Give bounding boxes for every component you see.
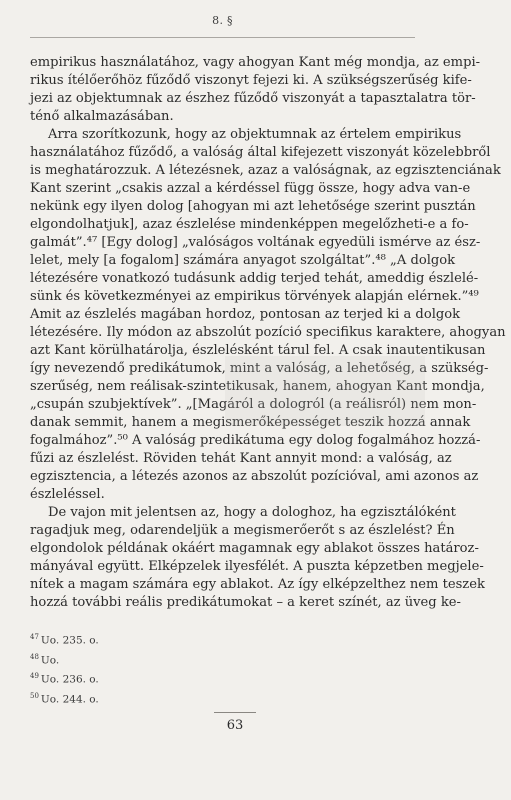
text-line: létezésére vonatkozó tudásunk addig terjed tehát, ameddig észlelé- xyxy=(30,271,479,286)
text-line: hozzá további reális predikátumokat – a keret színét, az üveg ke- xyxy=(30,595,461,610)
text-line: Kant szerint „csakis azzal a kérdéssel függ össze, hogy adva van-e xyxy=(30,181,471,196)
text-line: „csupán szubjektívek”. „[Magáról a dologról (a reálisról) nem mon- xyxy=(30,397,477,412)
running-header xyxy=(30,14,415,44)
text-line: mányával együtt. Elképzelek ilyesfélét. A puszta képzetben megjele- xyxy=(30,559,484,574)
text-line: jezi az objektumnak az észhez fűződő viszonyát a tapasztalatra tör- xyxy=(30,91,476,106)
text-line: De vajon mit jelentsen az, hogy a dologhoz, ha egzisztálóként xyxy=(48,505,456,520)
body-text xyxy=(30,54,506,612)
text-line: észleléssel. xyxy=(30,487,105,502)
text-line: azt Kant körülhatárolja, észlelésként tárul fel. A csak inautentikusan xyxy=(30,343,486,358)
footnote-number: 50 xyxy=(30,691,39,700)
text-line: sünk és következményei az empirikus törvények alapján elérnek.”⁴⁹ xyxy=(30,289,479,304)
footnote-50 xyxy=(30,688,330,708)
text-line: fűzi az észlelést. Röviden tehát Kant annyit mond: a valóság, az xyxy=(30,451,452,466)
text-line: elgondolhatjuk], azaz észlelése mindenképpen megelőzheti-e a fo- xyxy=(30,217,469,232)
footnote-text: Uo. xyxy=(40,654,60,666)
footnotes xyxy=(30,629,330,707)
text-line: így nevezendő predikátumok, mint a valóság, a lehetőség, a szükség- xyxy=(30,361,489,376)
footnote-number: 49 xyxy=(30,672,39,680)
text-line: ragadjuk meg, odarendeljük a megismerőerőt s az észlelést? Én xyxy=(30,523,455,538)
text-line: is meghatározzuk. A létezésnek, azaz a valóságnak, az egzisztenciának xyxy=(30,163,501,178)
footnote-text: Uo. 236. o. xyxy=(40,673,99,686)
text-line: empirikus használatához, vagy ahogyan Kant még mondja, az empi- xyxy=(30,55,481,70)
footnote-number: 48 xyxy=(30,652,39,661)
text-line: galmát”.⁴⁷ [Egy dolog] „valóságos voltának egyedüli ismérve az ész- xyxy=(30,235,481,250)
text-line: Arra szorítkozunk, hogy az objektumnak az értelem empirikus xyxy=(48,127,462,142)
footnote-number: 47 xyxy=(30,633,39,641)
text-line: nekünk egy ilyen dolog [ahogyan mi azt lehetősége szerint pusztán xyxy=(30,199,476,214)
footnote-49 xyxy=(30,668,330,688)
footnote-47 xyxy=(30,629,330,649)
footnote-48 xyxy=(30,649,330,669)
text-line: lelet, mely [a fogalom] számára anyagot szolgáltat”.⁴⁸ „A dolgok xyxy=(30,253,456,268)
text-line: Amit az észlelés magában hordoz, pontosan az terjed ki a dolgok xyxy=(30,307,461,322)
text-line: elgondolok példának okáért magamnak egy ablakot összes határoz- xyxy=(30,541,479,556)
text-line: ténő alkalmazásában. xyxy=(30,109,174,124)
footnote-text: Uo. 244. o. xyxy=(40,693,99,705)
text-line: nítek a magam számára egy ablakot. Az így elképzelthez nem teszek xyxy=(30,577,485,592)
page-number: 63 xyxy=(226,718,244,733)
text-line: fogalmához”.⁵⁰ A valóság predikátuma egy dolog fogalmához hozzá- xyxy=(30,433,481,448)
text-line: rikus ítélőerőhöz fűződő viszonyt fejezi ki. A szükségszerűség kife- xyxy=(30,73,472,88)
text-line: egzisztencia, a létezés azonos az abszolút pozícióval, ami azonos az xyxy=(30,469,479,484)
footnote-text: Uo. 235. o. xyxy=(40,634,99,647)
text-line: létezésére. Ily módon az abszolút pozíció specifikus karaktere, ahogyan xyxy=(30,325,506,340)
section-heading: 8. § xyxy=(212,14,233,27)
footer-rule xyxy=(214,712,256,713)
text-line: használatához fűződő, a valóság által kifejezett viszonyát közelebbről xyxy=(30,145,491,160)
text-line: szerűség, nem reálisak-szintetikusak, hanem, ahogyan Kant mondja, xyxy=(30,379,485,394)
header-rule xyxy=(30,37,415,38)
text-line: danak semmit, hanem a megismerőképességet teszik hozzá annak xyxy=(30,415,471,430)
